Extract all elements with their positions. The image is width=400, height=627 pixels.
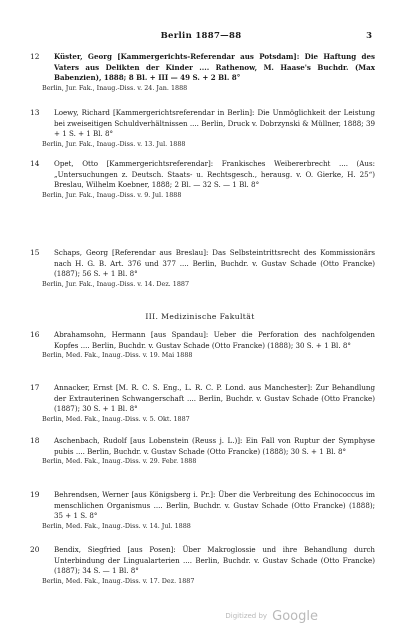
entry-citation: Berlin, Jur. Fak., Inaug.-Diss. v. 24. Jan. 1888 [42,83,188,92]
entry-citation: Berlin, Jur. Fak., Inaug.-Diss. v. 9. Jul. 1888 [42,190,182,199]
entry-citation: Berlin, Med. Fak., Inaug.-Diss. v. 19. Mai 1888 [42,351,193,359]
entry-number: 18 [30,436,40,445]
entry-body: Behrendsen, Werner [aus Königsberg i. Pr.]: Über die Verbreitung des Echinococcus im menschlichen Organismus .... Berlin, Buchdr. v. Gustav Schade (Otto Francke) (1888); 35 + 1 S. 8° [54,490,375,520]
entry-body: Schaps, Georg [Referendar aus Breslau]: Das Selbsteintrittsrecht des Kommissionärs nach H. G. B. Art. 376 und 377 .... Berlin, Buchdr. v. Gustav Schade (Otto Francke) (1887); 56 S. + 1 Bl. 8° [54,248,375,278]
entry-number: 13 [30,108,40,117]
entry-body: Annacker, Ernst [M. R. C. S. Eng., L. R. C. P. Lond. aus Manchester]: Zur Behandlung der Extrauterinen Schwangerschaft .... Berlin, Buchdr. v. Gustav Schade (Otto Francke) (1887); 30 S. + 1 Bl. 8° [54,383,375,413]
entry-number: 17 [30,383,40,392]
entry-citation: Berlin, Med. Fak., Inaug.-Diss. v. 17. Dez. 1887 [42,576,195,585]
entry-body: Aschenbach, Rudolf [aus Lobenstein (Reuss j. L.)]: Ein Fall von Ruptur der Symphyse pubis .... Berlin, Buchdr. v. Gustav Schade (Otto Francke) (1888); 30 S. + 1 Bl. 8° [54,436,375,456]
entry-number: 19 [30,490,40,499]
list-item [30,436,375,466]
entry-citation: Berlin, Jur. Fak., Inaug.-Diss. v. 13. Jul. 1888 [42,139,186,148]
entry-citation: Berlin, Jur. Fak., Inaug.-Diss. v. 14. Dez. 1887 [42,279,190,288]
entry-number: 14 [30,159,40,168]
section-heading: III. Medizinische Fakultät [145,312,255,321]
page-number: 3 [366,31,372,41]
list-item [30,383,375,424]
entry-citation: Berlin, Med. Fak., Inaug.-Diss. v. 14. Jul. 1888 [42,521,191,530]
running-title: Berlin 1887—88 [160,31,242,41]
list-item [30,52,375,93]
list-item [30,159,375,200]
entry-number: 12 [30,52,40,61]
entry-number: 20 [30,545,40,554]
list-item [30,108,375,149]
entry-number: 15 [30,248,40,257]
list-item [30,545,375,586]
entry-body: Bendix, Siegfried [aus Posen]: Über Makroglossie und ihre Behandlung durch Unterbindung der Lingualarterien .... Berlin, Buchdr. v. Gustav Schade (Otto Francke) (1887); 34 S. — 1 Bl. 8° [54,545,375,575]
entry-number: 16 [30,330,40,339]
entry-citation: Berlin, Med. Fak., Inaug.-Diss. v. 29. Febr. 1888 [42,457,197,465]
list-item [30,330,375,360]
entry-body: Loewy, Richard [Kammergerichtsreferendar in Berlin]: Die Unmöglichkeit der Leistung bei zweiseitigen Schuldverhältnissen .... Berlin, Druck v. Dobrzynski & Müllner, 1888; 39 + 1 S. + 1 Bl. 8° [54,108,375,138]
entry-body: Opet, Otto [Kammergerichtsreferendar]: Frankisches Weibererbrecht .... (Aus: „Untersuchungen z. Deutsch. Staats- u. Rechtsgesch., herausg. v. O. Gierke, H. 25“) Breslau, Wilhelm Koebner, 1888; 2 Bl. — 32 S. — 1 Bl. 8° [54,159,375,189]
google-watermark [225,605,318,624]
watermark-logo-text: Google [272,609,318,624]
entry-citation: Berlin, Med. Fak., Inaug.-Diss. v. 5. Okt. 1887 [42,414,190,423]
page-header [30,31,372,43]
list-item [30,248,375,289]
watermark-small-text: Digitized by [225,612,268,620]
entry-body: Abrahamsohn, Hermann [aus Spandau]: Ueber die Perforation des nachfolgenden Kopfes .... Berlin, Buchdr. v. Gustav Schade (Otto Francke) (1888); 30 S. + 1 Bl. 8° [54,330,375,350]
list-item [30,490,375,531]
entry-body: Küster, Georg [Kammergerichts-Referendar aus Potsdam]: Die Haftung des Vaters aus Delikten der Kinder .... Rathenow, M. Haase's Buchdr. (Max Babenzien), 1888; 8 Bl. + III — 49 S. + 2 Bl. 8° [54,52,375,82]
